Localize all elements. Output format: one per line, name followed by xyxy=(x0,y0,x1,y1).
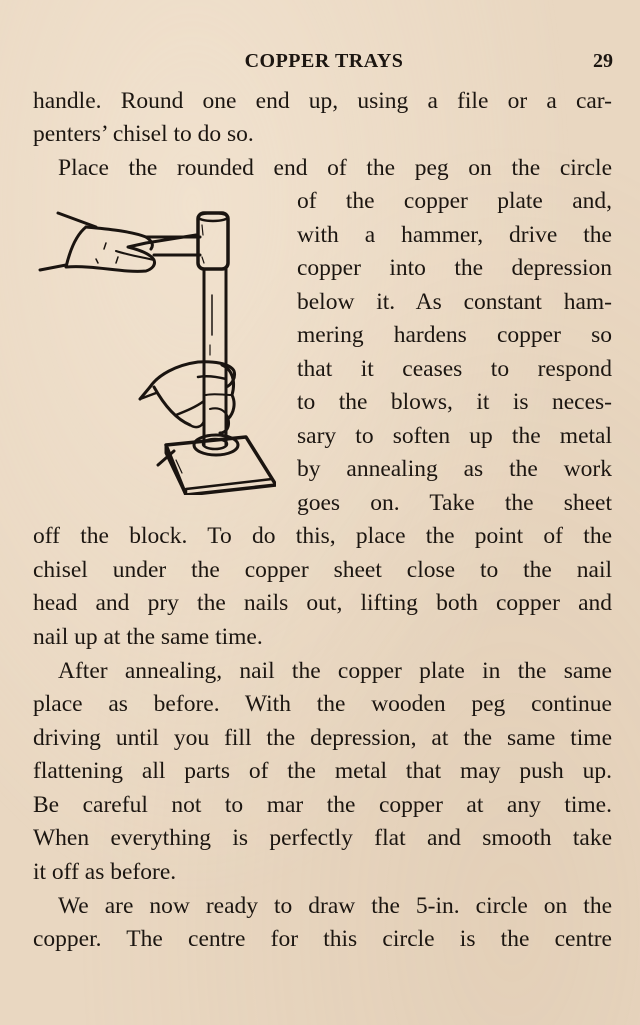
text-line: that it ceases to respond xyxy=(297,356,612,382)
text-line: flattening all parts of the metal that may push up. xyxy=(33,758,612,784)
text-line: off the block. To do this, place the point of the xyxy=(33,523,612,549)
text-line: handle. Round one end up, using a file or a car- xyxy=(33,88,612,114)
running-head xyxy=(0,47,640,75)
text-line: below it. As constant ham- xyxy=(297,289,612,315)
hand-hammering-peg-illustration xyxy=(36,205,276,495)
text-line: of the copper plate and, xyxy=(297,188,612,214)
text-line: Place the rounded end of the peg on the circle xyxy=(58,155,612,181)
text-line: it off as before. xyxy=(33,859,177,885)
text-line: head and pry the nails out, lifting both copper and xyxy=(33,590,612,616)
running-title: COPPER TRAYS xyxy=(244,50,404,72)
text-line: copper into the depression xyxy=(297,255,612,281)
text-line: After annealing, nail the copper plate in the same xyxy=(58,658,612,684)
text-line: Be careful not to mar the copper at any time. xyxy=(33,792,612,818)
text-line: goes on. Take the sheet xyxy=(297,490,612,516)
text-line: copper. The centre for this circle is the centre xyxy=(33,926,612,952)
text-line: place as before. With the wooden peg continue xyxy=(33,691,612,717)
page-number: 29 xyxy=(593,50,613,72)
text-line: penters’ chisel to do so. xyxy=(33,121,254,147)
text-line: nail up at the same time. xyxy=(33,624,263,650)
text-line: chisel under the copper sheet close to the nail xyxy=(33,557,612,583)
text-line: We are now ready to draw the 5-in. circle on the xyxy=(58,893,612,919)
text-line: driving until you fill the depression, at the same time xyxy=(33,725,612,751)
text-line: When everything is perfectly flat and smooth take xyxy=(33,825,612,851)
text-line: mering hardens copper so xyxy=(297,322,612,348)
text-line: to the blows, it is neces- xyxy=(297,389,612,415)
text-line: by annealing as the work xyxy=(297,456,612,482)
text-line: sary to soften up the metal xyxy=(297,423,612,449)
text-line: with a hammer, drive the xyxy=(297,222,612,248)
